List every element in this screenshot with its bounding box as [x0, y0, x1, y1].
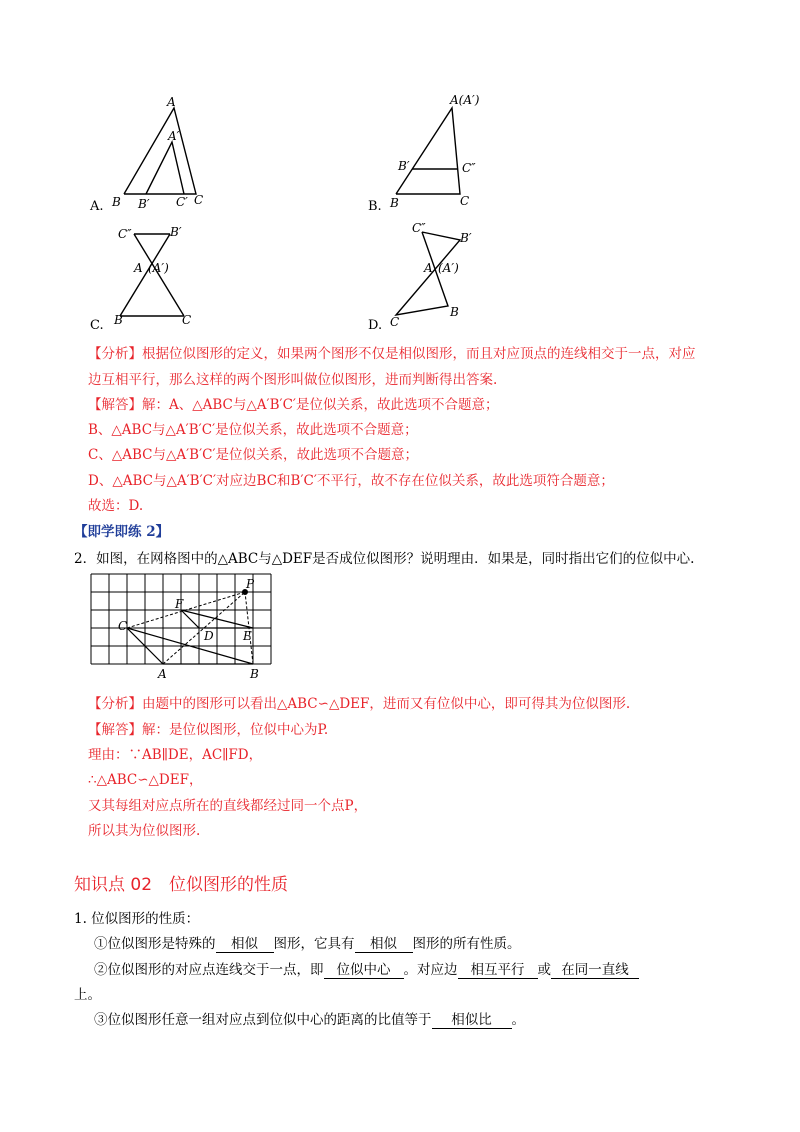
- option-b-figure: [368, 90, 518, 220]
- q1-answer-line-2: B、△ABC与△A′B′C′是位似关系，故此选项不合题意；: [88, 422, 418, 438]
- section-item-1: 1. 位似图形的性质：: [74, 911, 200, 927]
- answer-tag: 【解答】: [88, 722, 142, 738]
- property-2-text-c: 或: [537, 962, 551, 978]
- option-d: [368, 218, 518, 338]
- label-D: D: [204, 629, 214, 643]
- analysis-tag: 【分析】: [88, 346, 142, 362]
- label-B: B: [390, 196, 399, 210]
- blank-same-line: 在同一直线: [551, 958, 639, 979]
- label-B1: B′: [170, 225, 182, 239]
- label-C1: C″: [462, 161, 476, 175]
- option-a-figure: [90, 92, 220, 217]
- blank-similar-1: 相似: [216, 932, 274, 953]
- property-1: [94, 932, 521, 953]
- option-a-letter: A.: [90, 199, 104, 214]
- q1-answer-line-4: D、△ABC与△A′B′C′对应边BC和B′C′不平行，故不存在位似关系，故此选项符合题意；: [88, 473, 614, 489]
- label-C1: C″: [412, 221, 426, 235]
- q2-answer-line-3: ∴△ABC∽△DEF，: [88, 772, 203, 788]
- option-d-letter: D.: [368, 318, 383, 333]
- option-c-figure: [90, 222, 220, 337]
- label-B: B: [114, 313, 123, 327]
- blank-ratio: 相似比: [432, 1008, 512, 1029]
- q2-answer-line-1: [88, 718, 328, 738]
- analysis-text: 根据位似图形的定义，如果两个图形不仅是相似图形，而且对应顶点的连线相交于一点，对应: [142, 346, 696, 362]
- label-C: C: [182, 313, 192, 327]
- q1-answer-line-5: 故选：D.: [88, 498, 144, 514]
- label-A: A: [167, 95, 176, 109]
- q2-question: 2．如图，在网格图中的△ABC与△DEF是否成位似图形？说明理由．如果是，同时指出它们的位似中心.: [74, 551, 695, 567]
- property-1-text-b: 图形，它具有: [273, 936, 355, 952]
- label-B1: B′: [460, 231, 472, 245]
- q1-answer-line-3: C、△ABC与△A′B′C′是位似关系，故此选项不合题意；: [88, 447, 419, 463]
- q2-grid-figure: [86, 568, 286, 686]
- label-E: E: [243, 629, 252, 643]
- q1-analysis-line-1: [88, 342, 696, 362]
- answer-text: 解：是位似图形，位似中心为P.: [142, 722, 329, 738]
- option-a: [90, 92, 220, 217]
- q1-answer-line-1: [88, 393, 498, 413]
- option-b-letter: B.: [368, 199, 382, 214]
- label-C: C: [118, 619, 128, 633]
- label-F: F: [175, 597, 184, 611]
- property-2-text-b: 。对应边: [403, 962, 458, 978]
- label-B: B: [112, 195, 121, 209]
- label-A1: A′: [168, 129, 180, 143]
- blank-similar-2: 相似: [355, 932, 413, 953]
- label-C1: C″: [118, 227, 132, 241]
- section-title: 知识点 02 位似图形的性质: [74, 875, 289, 895]
- label-B: B: [450, 305, 459, 319]
- property-2: [94, 958, 639, 979]
- label-C: C: [460, 194, 470, 208]
- option-c: [90, 222, 220, 337]
- practice-heading: 【即学即练 2】: [74, 524, 170, 540]
- label-A1: (A′): [438, 261, 459, 275]
- property-3-text-a: ③位似图形任意一组对应点到位似中心的距离的比值等于: [94, 1012, 432, 1028]
- property-3-text-b: 。: [511, 1012, 525, 1028]
- label-A: A(A′): [450, 93, 480, 107]
- label-B: B: [250, 667, 259, 681]
- blank-parallel: 相互平行: [458, 958, 538, 979]
- q2-answer-line-4: 又其每组对应点所在的直线都经过同一个点P，: [88, 798, 368, 814]
- property-1-text-a: ①位似图形是特殊的: [94, 936, 216, 952]
- q2-answer-line-5: 所以其为位似图形.: [88, 823, 201, 839]
- label-P: P: [246, 577, 255, 591]
- label-C1: C′: [176, 195, 188, 209]
- property-3: [94, 1008, 525, 1029]
- property-2-text-a: ②位似图形的对应点连线交于一点，即: [94, 962, 324, 978]
- property-2-cont: 上。: [74, 987, 101, 1003]
- blank-center: 位似中心: [324, 958, 404, 979]
- label-C: C: [390, 315, 400, 329]
- answer-text: 解：A、△ABC与△A′B′C′是位似关系，故此选项不合题意；: [142, 397, 499, 413]
- option-b: [368, 90, 518, 220]
- option-c-letter: C.: [90, 318, 104, 333]
- label-B1: B′: [398, 159, 410, 173]
- label-A1: (A′): [148, 261, 169, 275]
- q2-answer-line-2: 理由：∵AB∥DE，AC∥FD，: [88, 747, 263, 763]
- analysis-text: 由题中的图形可以看出△ABC∽△DEF，进而又有位似中心，即可得其为位似图形.: [142, 696, 631, 712]
- q1-analysis-line-2: 边互相平行，那么这样的两个图形叫做位似图形，进而判断得出答案.: [88, 372, 498, 388]
- label-C: C: [194, 193, 204, 207]
- q2-analysis-line: [88, 692, 630, 712]
- analysis-tag: 【分析】: [88, 696, 142, 712]
- option-d-figure: [368, 218, 518, 338]
- answer-tag: 【解答】: [88, 397, 142, 413]
- label-B1: B′: [138, 197, 150, 211]
- label-A: A: [424, 261, 433, 275]
- label-A: A: [134, 261, 143, 275]
- label-A: A: [158, 667, 167, 681]
- property-1-text-c: 图形的所有性质。: [412, 936, 521, 952]
